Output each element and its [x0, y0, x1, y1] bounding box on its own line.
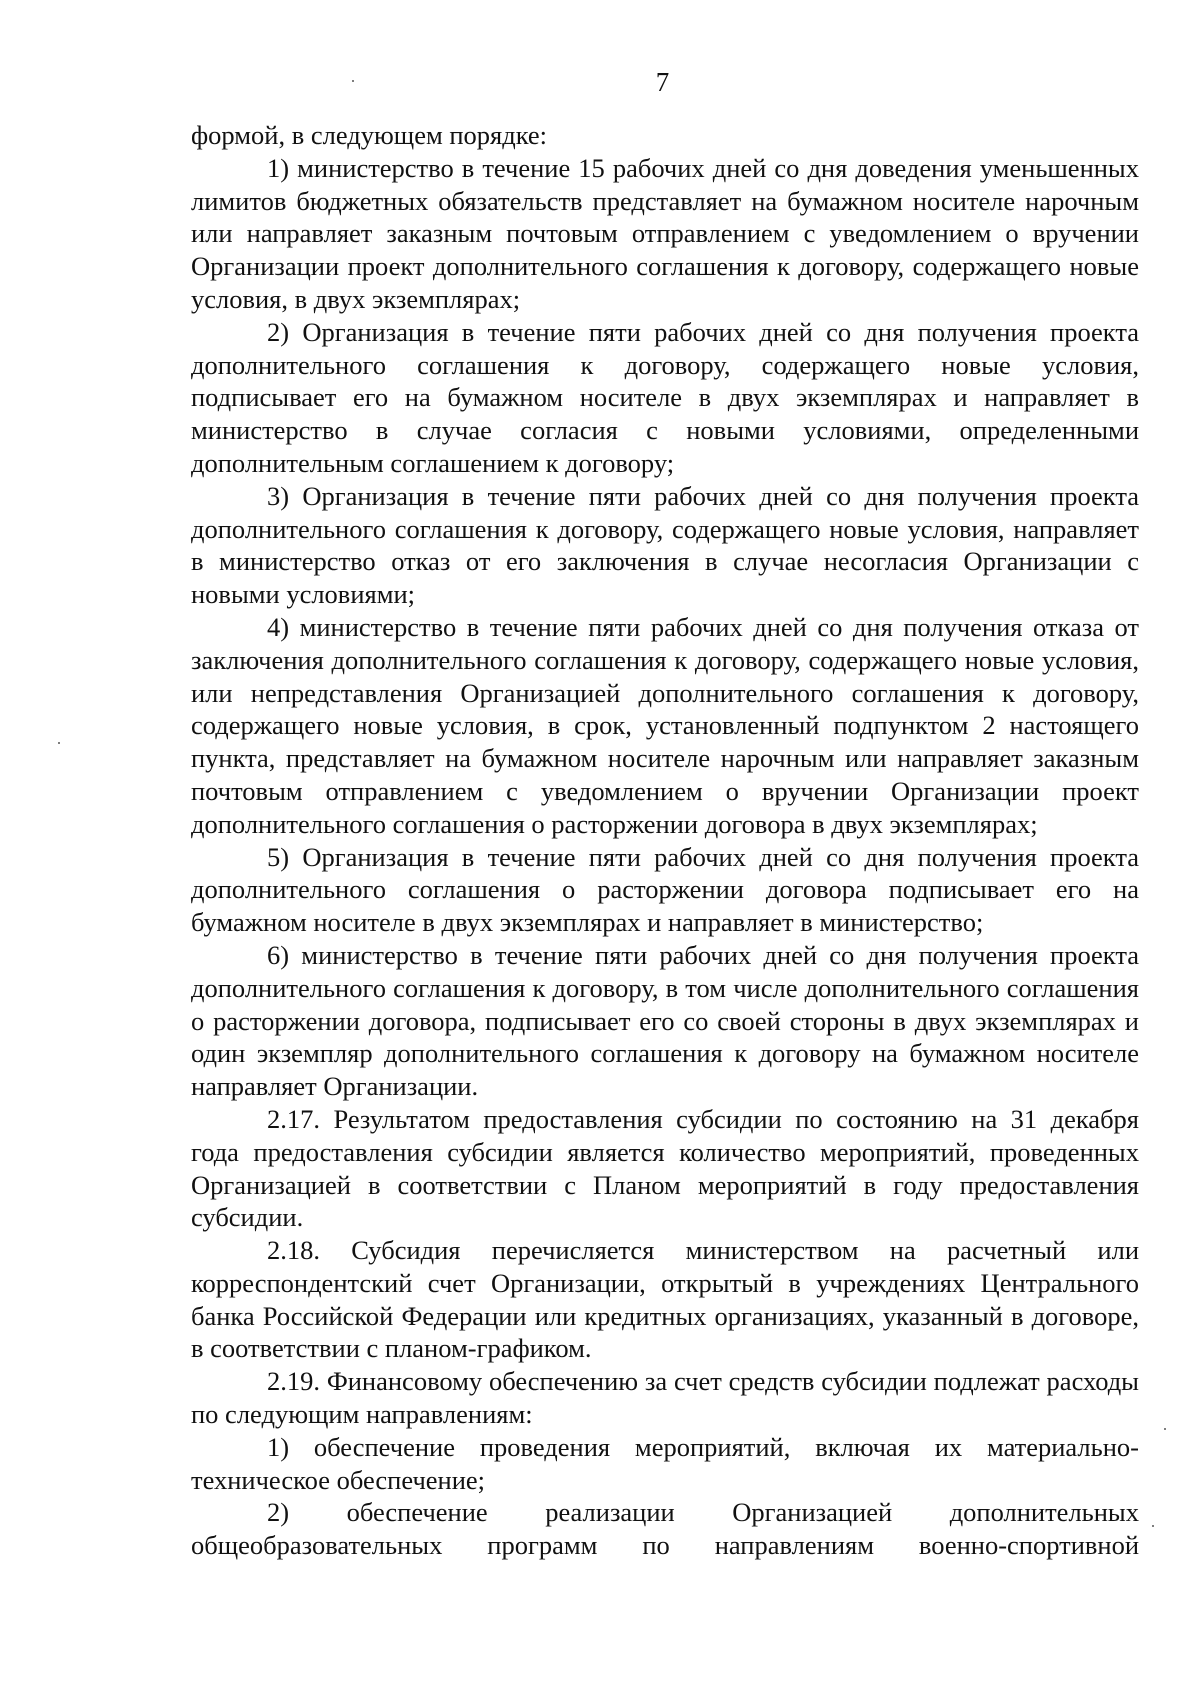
- paragraph-2-19-item-1: 1) обеспечение проведения мероприятий, включая их материально-техническое обеспечение;: [191, 1431, 1139, 1495]
- scan-speck: [58, 742, 60, 744]
- paragraph-continuation: формой, в следующем порядке:: [191, 120, 548, 150]
- paragraph-item-2: 2) Организация в течение пяти рабочих дней со дня получения проекта дополнительного соглашения к договору, содержащего новые условия, подписывает его на бумажном носителе в двух экземплярах и направляет в министерство в случае согласия с новыми условиями, определенными дополнительным соглашением к договору;: [191, 316, 1139, 478]
- paragraph-2-18: 2.18. Субсидия перечисляется министерством на расчетный или корреспондентский счет Организации, открытый в учреждениях Центрального банка Российской Федерации или кредитных организациях, указанный в договоре, в соответствии с планом-графиком.: [191, 1235, 1139, 1364]
- paragraph-item-5: 5) Организация в течение пяти рабочих дней со дня получения проекта дополнительного соглашения о расторжении договора подписывает его на бумажном носителе в двух экземплярах и направляет в министерство;: [191, 841, 1139, 938]
- paragraph-2-19: 2.19. Финансовому обеспечению за счет средств субсидии подлежат расходы по следующим направлениям:: [191, 1366, 1139, 1430]
- paragraph-2-17: 2.17. Результатом предоставления субсидии по состоянию на 31 декабря года предоставления субсидии является количество мероприятий, проведенных Организацией в соответствии с Планом мероприятий в году предоставления субсидии.: [191, 1103, 1139, 1233]
- scan-speck: [1152, 1525, 1154, 1527]
- paragraph-item-3: 3) Организация в течение пяти рабочих дней со дня получения проекта дополнительного соглашения к договору, содержащего новые условия, направляет в министерство отказ от его заключения в случае несогласия Организации с новыми условиями;: [191, 480, 1139, 610]
- paragraph-item-1: 1) министерство в течение 15 рабочих дней со дня доведения уменьшенных лимитов бюджетных обязательств представляет на бумажном носителе нарочным или направляет заказным почтовым отправлением с уведомлением о вручении Организации проект дополнительного соглашения к договору, содержащего новые условия, в двух экземплярах;: [191, 152, 1139, 314]
- scan-speck: [1164, 1428, 1166, 1430]
- page-number: 7: [655, 67, 670, 97]
- paragraph-2-19-item-2: 2) обеспечение реализации Организацией дополнительных общеобразовательных программ по направлениям военно-спортивной: [191, 1497, 1139, 1561]
- scan-speck: [352, 80, 354, 82]
- document-body: [191, 119, 1139, 1562]
- paragraph-item-6: 6) министерство в течение пяти рабочих дней со дня получения проекта дополнительного соглашения к договору, в том числе дополнительного соглашения о расторжении договора, подписывает его со своей стороны в двух экземплярах и один экземпляр дополнительного соглашения к договору на бумажном носителе направляет Организации.: [191, 939, 1139, 1102]
- paragraph-item-4: 4) министерство в течение пяти рабочих дней со дня получения отказа от заключения дополнительного соглашения к договору, содержащего новые условия, или непредставления Организацией дополнительного соглашения к договору, содержащего новые условия, в срок, установленный подпунктом 2 настоящего пункта, представляет на бумажном носителе нарочным или направляет заказным почтовым отправлением с уведомлением о вручении Организации проект дополнительного соглашения о расторжении договора в двух экземплярах;: [191, 611, 1139, 839]
